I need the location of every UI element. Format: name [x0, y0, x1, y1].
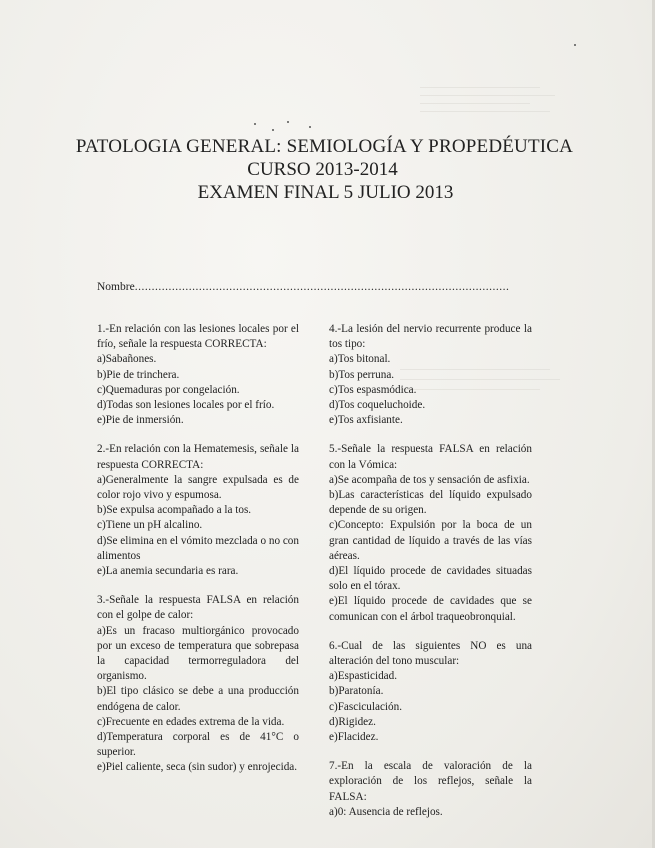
answer-option: c)Frecuente en edades extrema de la vida. — [97, 715, 285, 728]
answer-option: b)Paratonía. — [329, 685, 384, 698]
answer-option: d)Se elimina en el vómito mezclada o no con alimentos — [97, 534, 299, 562]
answer-option: d)Temperatura corporal es de 41°C o superior. — [97, 731, 299, 759]
answer-option: c)Quemaduras por congelación. — [97, 383, 240, 396]
answer-option: d)El líquido procede de cavidades situadas solo en el tórax. — [329, 565, 532, 593]
answer-option: c)Concepto: Expulsión por la boca de un gran cantidad de líquido a través de las vías aéreas. — [329, 519, 532, 562]
name-label: Nombre — [97, 281, 135, 293]
answer-option: a)Generalmente la sangre expulsada es de color rojo vivo y espumosa. — [97, 473, 299, 502]
answer-option: a)Tos bitonal. — [329, 353, 391, 366]
answer-option: a)0: Ausencia de reflejos. — [329, 805, 443, 818]
answer-option: c)Fasciculación. — [329, 700, 402, 713]
scan-speck — [254, 123, 256, 125]
question-stem: 5.-Señale la respuesta FALSA en relación con la Vómica: — [329, 443, 532, 471]
question-stem: 3.-Señale la respuesta FALSA en relación con el golpe de calor: — [97, 594, 299, 622]
question-5 — [329, 442, 532, 624]
answer-option: c)Tos espasmódica. — [329, 383, 417, 396]
answer-option: a)Espasticidad. — [329, 670, 398, 683]
exam-header — [0, 136, 655, 204]
scan-speck — [309, 126, 311, 128]
question-stem: 2.-En relación con la Hematemesis, señale la respuesta CORRECTA: — [97, 443, 299, 471]
course-title: PATOLOGIA GENERAL: SEMIOLOGÍA Y PROPEDÉUTICA — [75, 136, 574, 157]
question-6 — [329, 639, 532, 745]
question-stem: 7.-En la escala de valoración de la exploración de los reflejos, señale la FALSA: — [329, 760, 532, 803]
questions-left-column — [97, 322, 299, 790]
answer-option: b)Las características del líquido expulsado depende de su origen. — [329, 489, 532, 517]
answer-option: e)Tos axfisiante. — [329, 414, 403, 427]
answer-option: b)Se expulsa acompañado a la tos. — [97, 504, 252, 517]
question-4 — [329, 322, 532, 428]
answer-option: a)Sabañones. — [97, 353, 157, 366]
answer-option: b)Pie de trinchera. — [97, 368, 180, 381]
answer-option: d)Tos coqueluchoide. — [329, 399, 426, 412]
answer-option: a)Es un fracaso multiorgánico provocado por un exceso de temperatura que sobrepasa la capacidad termorreguladora del organismo. — [97, 624, 299, 683]
scan-speck — [272, 129, 274, 131]
bleed-through-block-top — [420, 80, 570, 119]
questions-right-column — [329, 322, 532, 834]
answer-option: d)Rigidez. — [329, 715, 376, 728]
question-3 — [97, 593, 299, 775]
name-field[interactable] — [97, 281, 509, 293]
answer-option: e)Piel caliente, seca (sin sudor) y enrojecida. — [97, 761, 298, 774]
name-dotted-line[interactable]: ............................................................................................................... — [134, 281, 510, 293]
scan-speck — [574, 44, 576, 46]
exam-date: EXAMEN FINAL 5 JULIO 2013 — [197, 182, 454, 203]
scan-speck — [287, 121, 289, 123]
question-stem: 1.-En relación con las lesiones locales por el frío, señale la respuesta CORRECTA: — [97, 323, 299, 351]
answer-option: e)Flacidez. — [329, 731, 379, 744]
answer-option: b)Tos perruna. — [329, 368, 395, 381]
answer-option: b)El tipo clásico se debe a una producción endógena de calor. — [97, 685, 299, 713]
question-stem: 4.-La lesión del nervio recurrente produce la tos tipo: — [329, 323, 532, 351]
answer-option: e)La anemia secundaria es rara. — [97, 565, 239, 578]
answer-option: d)Todas son lesiones locales por el frío. — [97, 399, 275, 412]
question-stem: 6.-Cual de las siguientes NO es una alteración del tono muscular: — [329, 639, 532, 668]
answer-option: c)Tiene un pH alcalino. — [97, 519, 203, 532]
question-1 — [97, 322, 299, 428]
question-2 — [97, 442, 299, 579]
course-year: CURSO 2013-2014 — [247, 159, 398, 180]
answer-option: e)El líquido procede de cavidades que se comunican con el árbol traqueobronquial. — [329, 595, 532, 623]
question-7 — [329, 759, 532, 820]
answer-option: e)Pie de inmersión. — [97, 414, 184, 427]
answer-option: a)Se acompaña de tos y sensación de asfixia. — [329, 473, 530, 486]
